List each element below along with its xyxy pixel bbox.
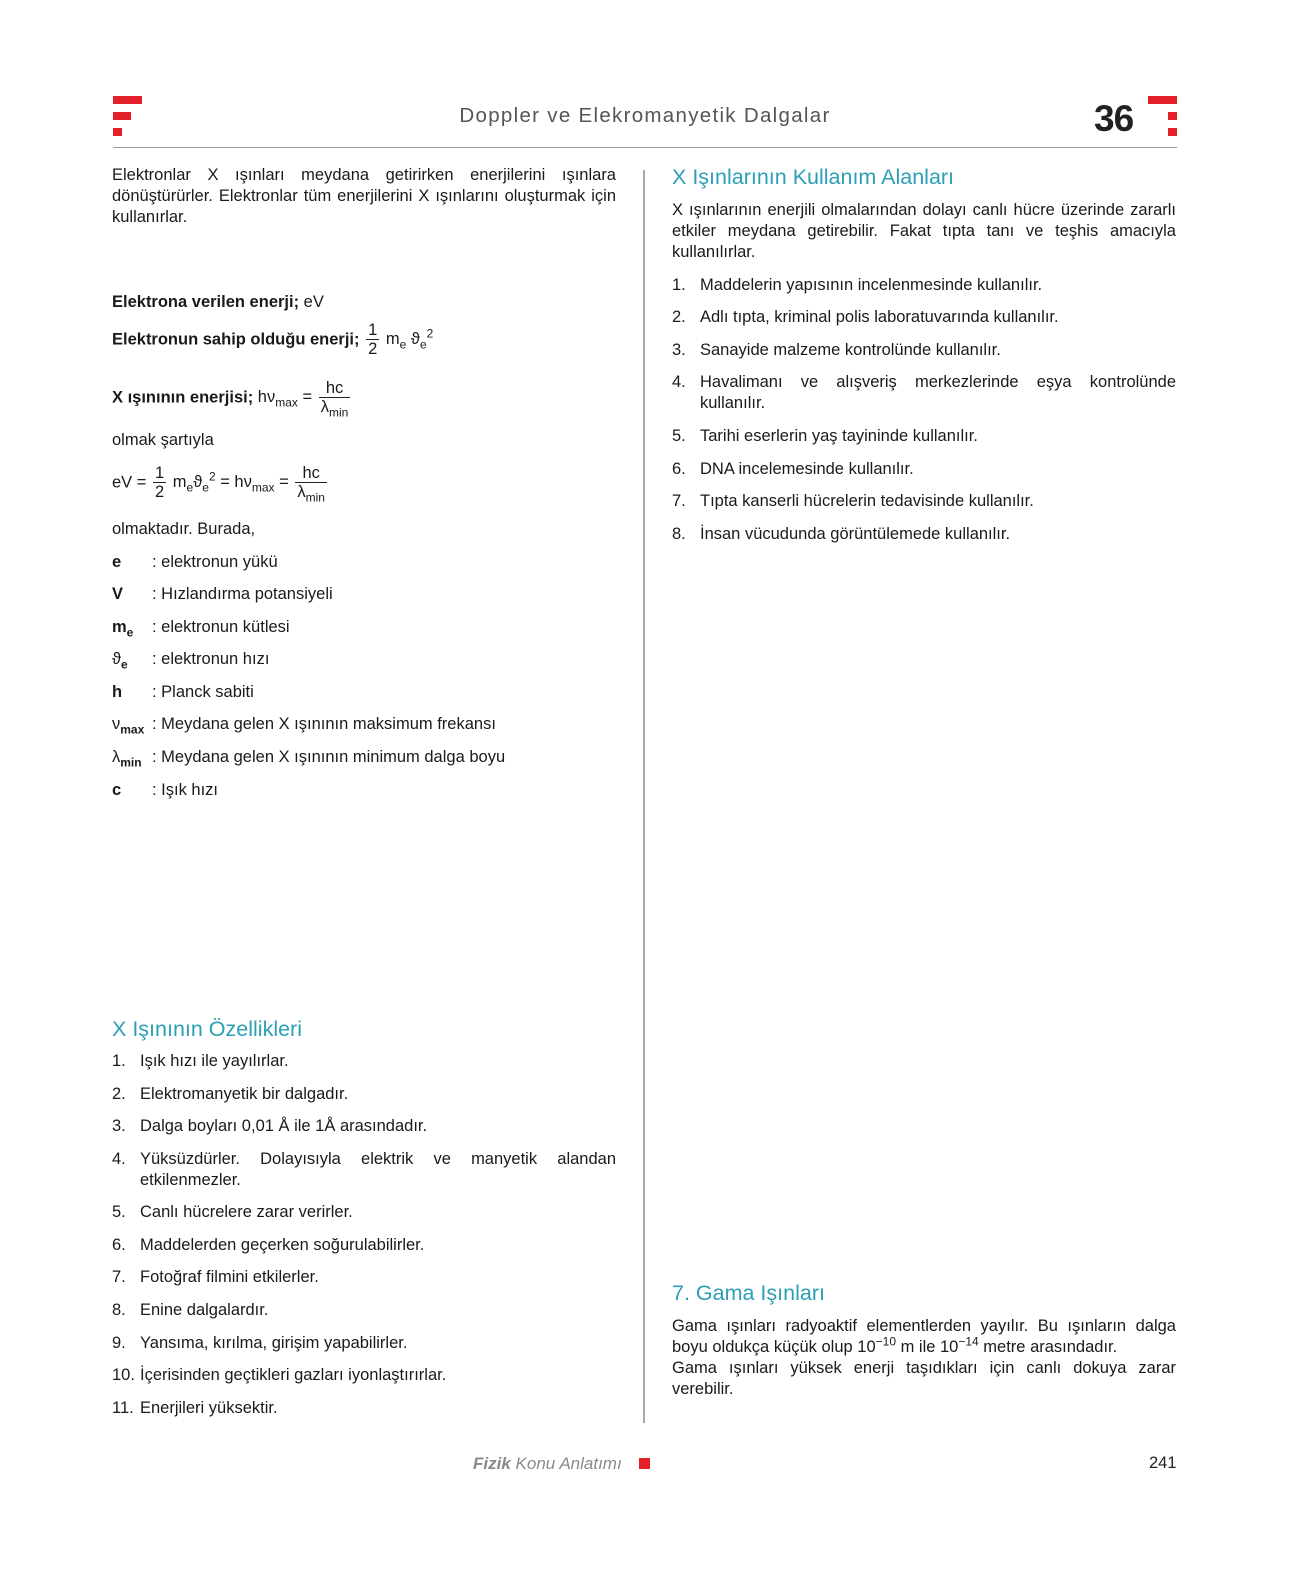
list-text: Canlı hücrelere zarar verirler. [140,1203,353,1221]
list-number: 8. [112,1301,126,1319]
footer-square-icon [639,1458,650,1469]
property-item [112,1202,616,1223]
usage-item [672,275,1176,296]
list-number: 4. [672,373,686,391]
gamma-paragraph: Gama ışınları radyoaktif elementlerden yayılır. Bu ışınların dalga boyu oldukça küçük olup $10^{-10}$ m ile $10^{-14}$ metre arasındadır. Gama ışınları yüksek enerji taşıdıkları için canlı dokuya zarar verebilir. [672,1317,1176,1398]
list-number: 5. [112,1203,126,1221]
chapter-number: 36 [1094,98,1134,139]
given-energy-value: eV [303,293,324,311]
legend-row [112,617,290,638]
list-text: Sanayide malzeme kontrolünde kullanılır. [700,341,1001,359]
property-item [112,1051,616,1072]
list-number: 3. [672,341,686,359]
list-number: 9. [112,1334,126,1352]
legend-symbol: e [112,553,122,571]
legend-description: : Planck sabiti [152,683,254,701]
column-divider [643,170,645,1423]
legend-symbol: $m_e$ [112,618,134,640]
list-number: 7. [672,492,686,510]
legend-row [112,714,496,735]
legend-description: : elektronun hızı [152,650,270,668]
legend-description: : elektronun kütlesi [152,618,290,636]
list-text: DNA incelemesinde kullanılır. [700,460,914,478]
property-item [112,1398,616,1419]
gamma-title: 7. Gama Işınları [672,1281,825,1305]
property-item [112,1235,616,1256]
list-number: 5. [672,427,686,445]
fraction-hc-over-lambda: $\frac{hc}{\lambda_{min}}$ [320,379,349,420]
usage-item [672,307,1176,328]
owned-energy-line [112,322,433,358]
list-text: İnsan vücudunda görüntülemede kullanılır. [700,525,1011,543]
usage-title: X Işınlarının Kullanım Alanları [672,165,955,189]
usage-item [672,340,1176,361]
list-text: Tarihi eserlerin yaş tayininde kullanılır. [700,427,978,445]
energy-equation: eV = $\frac{1}{2}$ $m_eϑ_e^2 = h\nu_{max}$ = $\frac{hc}{\lambda_{min}}$ [112,464,325,505]
intro-paragraph: Elektronlar X ışınları meydana getirirken enerjilerini ışınlara dönüştürürler. Elektronlar tüm enerjilerini X ışınlarını oluşturmak için kullanırlar. [112,166,616,226]
usage-item [672,459,1176,480]
list-text: Elektromanyetik bir dalgadır. [140,1085,349,1103]
list-text: Işık hızı ile yayılırlar. [140,1052,289,1070]
list-number: 3. [112,1117,126,1135]
list-text: Enine dalgalardır. [140,1301,269,1319]
xray-energy-label: X ışınının enerjisi; [112,388,254,407]
list-text: İçerisinden geçtikleri gazları iyonlaştırırlar. [140,1366,447,1384]
property-item [112,1365,616,1386]
xray-energy-line [112,379,352,420]
list-text: Maddelerin yapısının incelenmesinde kullanılır. [700,276,1043,294]
conclusion-text: olmaktadır. Burada, [112,520,256,538]
legend-description: : elektronun yükü [152,553,278,571]
properties-title: X Işınının Özellikleri [112,1017,302,1041]
legend-description: : Meydana gelen X ışınının minimum dalga boyu [152,748,506,766]
list-text: Adlı tıpta, kriminal polis laboratuvarında kullanılır. [700,308,1059,326]
given-energy-line [112,292,324,313]
legend-symbol: $\nu_{max}$ [112,715,145,737]
property-item [112,1084,616,1105]
legend-symbol: h [112,683,123,701]
list-number: 6. [112,1236,126,1254]
list-text: Dalga boyları 0,01 Å ile 1Å arasındadır. [140,1117,428,1135]
legend-row [112,552,278,573]
kinetic-energy-expression: $m_e$ $ϑ_e^2$ [385,326,434,352]
list-number: 7. [112,1268,126,1286]
property-item [112,1333,616,1354]
list-number: 2. [672,308,686,326]
property-item [112,1149,616,1191]
list-number: 8. [672,525,686,543]
usage-item [672,426,1176,447]
legend-row [112,747,505,768]
fraction-one-half: $\frac{1}{2}$ [368,321,378,358]
legend-description: : Işık hızı [152,781,219,799]
list-text: Fotoğraf filmini etkilerler. [140,1268,319,1286]
legend-symbol: $\lambda_{min}$ [112,748,142,770]
list-text: Yüksüzdürler. Dolayısıyla elektrik ve manyetik alandan etkilenmezler. [140,1150,616,1189]
usage-item [672,524,1176,545]
legend-symbol: V [112,585,124,603]
chapter-title: Doppler ve Elekromanyetik Dalgalar [459,104,831,127]
list-number: 2. [112,1085,126,1103]
condition-text: olmak şartıyla [112,431,214,449]
page-number: 241 [1149,1454,1177,1472]
property-item [112,1116,616,1137]
list-number: 1. [112,1052,126,1070]
usage-item [672,372,1176,414]
photon-energy-expression: $h\nu_{max}$ = [257,388,313,410]
list-text: Tıpta kanserli hücrelerin tedavisinde kullanılır. [700,492,1034,510]
list-text: Enerjileri yüksektir. [140,1399,278,1417]
legend-row [112,584,333,605]
list-text: Yansıma, kırılma, girişim yapabilirler. [140,1334,408,1352]
legend-symbol: c [112,781,122,799]
usage-item [672,491,1176,512]
list-number: 6. [672,460,686,478]
book-title: Fizik Konu Anlatımı [473,1454,622,1473]
list-number: 1. [672,276,686,294]
given-energy-label: Elektrona verilen enerji; [112,293,300,311]
legend-row [112,682,254,703]
list-number: 11. [112,1399,134,1417]
property-item [112,1300,616,1321]
chapter-mark-icon [1148,96,1178,136]
legend-description: : Hızlandırma potansiyeli [152,585,333,603]
legend-description: : Meydana gelen X ışınının maksimum frekansı [152,715,496,733]
property-item [112,1267,616,1288]
page-header [113,96,1177,148]
list-text: Havalimanı ve alışveriş merkezlerinde eşya kontrolünde kullanılır. [700,373,1176,412]
legend-row [112,780,218,801]
legend-symbol: $ϑ_e$ [112,650,128,672]
list-number: 10. [112,1366,135,1384]
legend-row [112,649,269,670]
usage-intro: X ışınlarının enerjili olmalarından dolayı canlı hücre üzerinde zararlı etkiler meydana getirebilir. Fakat tıpta tanı ve teşhis amacıyla kullanılırlar. [672,201,1176,261]
fraction-hc-over-lambda-2: $\frac{hc}{\lambda_{min}}$ [297,464,325,505]
owned-energy-label: Elektronun sahip olduğu enerji; [112,330,360,349]
list-number: 4. [112,1150,126,1168]
fraction-one-half-2: $\frac{1}{2}$ [155,464,165,501]
list-text: Maddelerden geçerken soğurulabilirler. [140,1236,425,1254]
